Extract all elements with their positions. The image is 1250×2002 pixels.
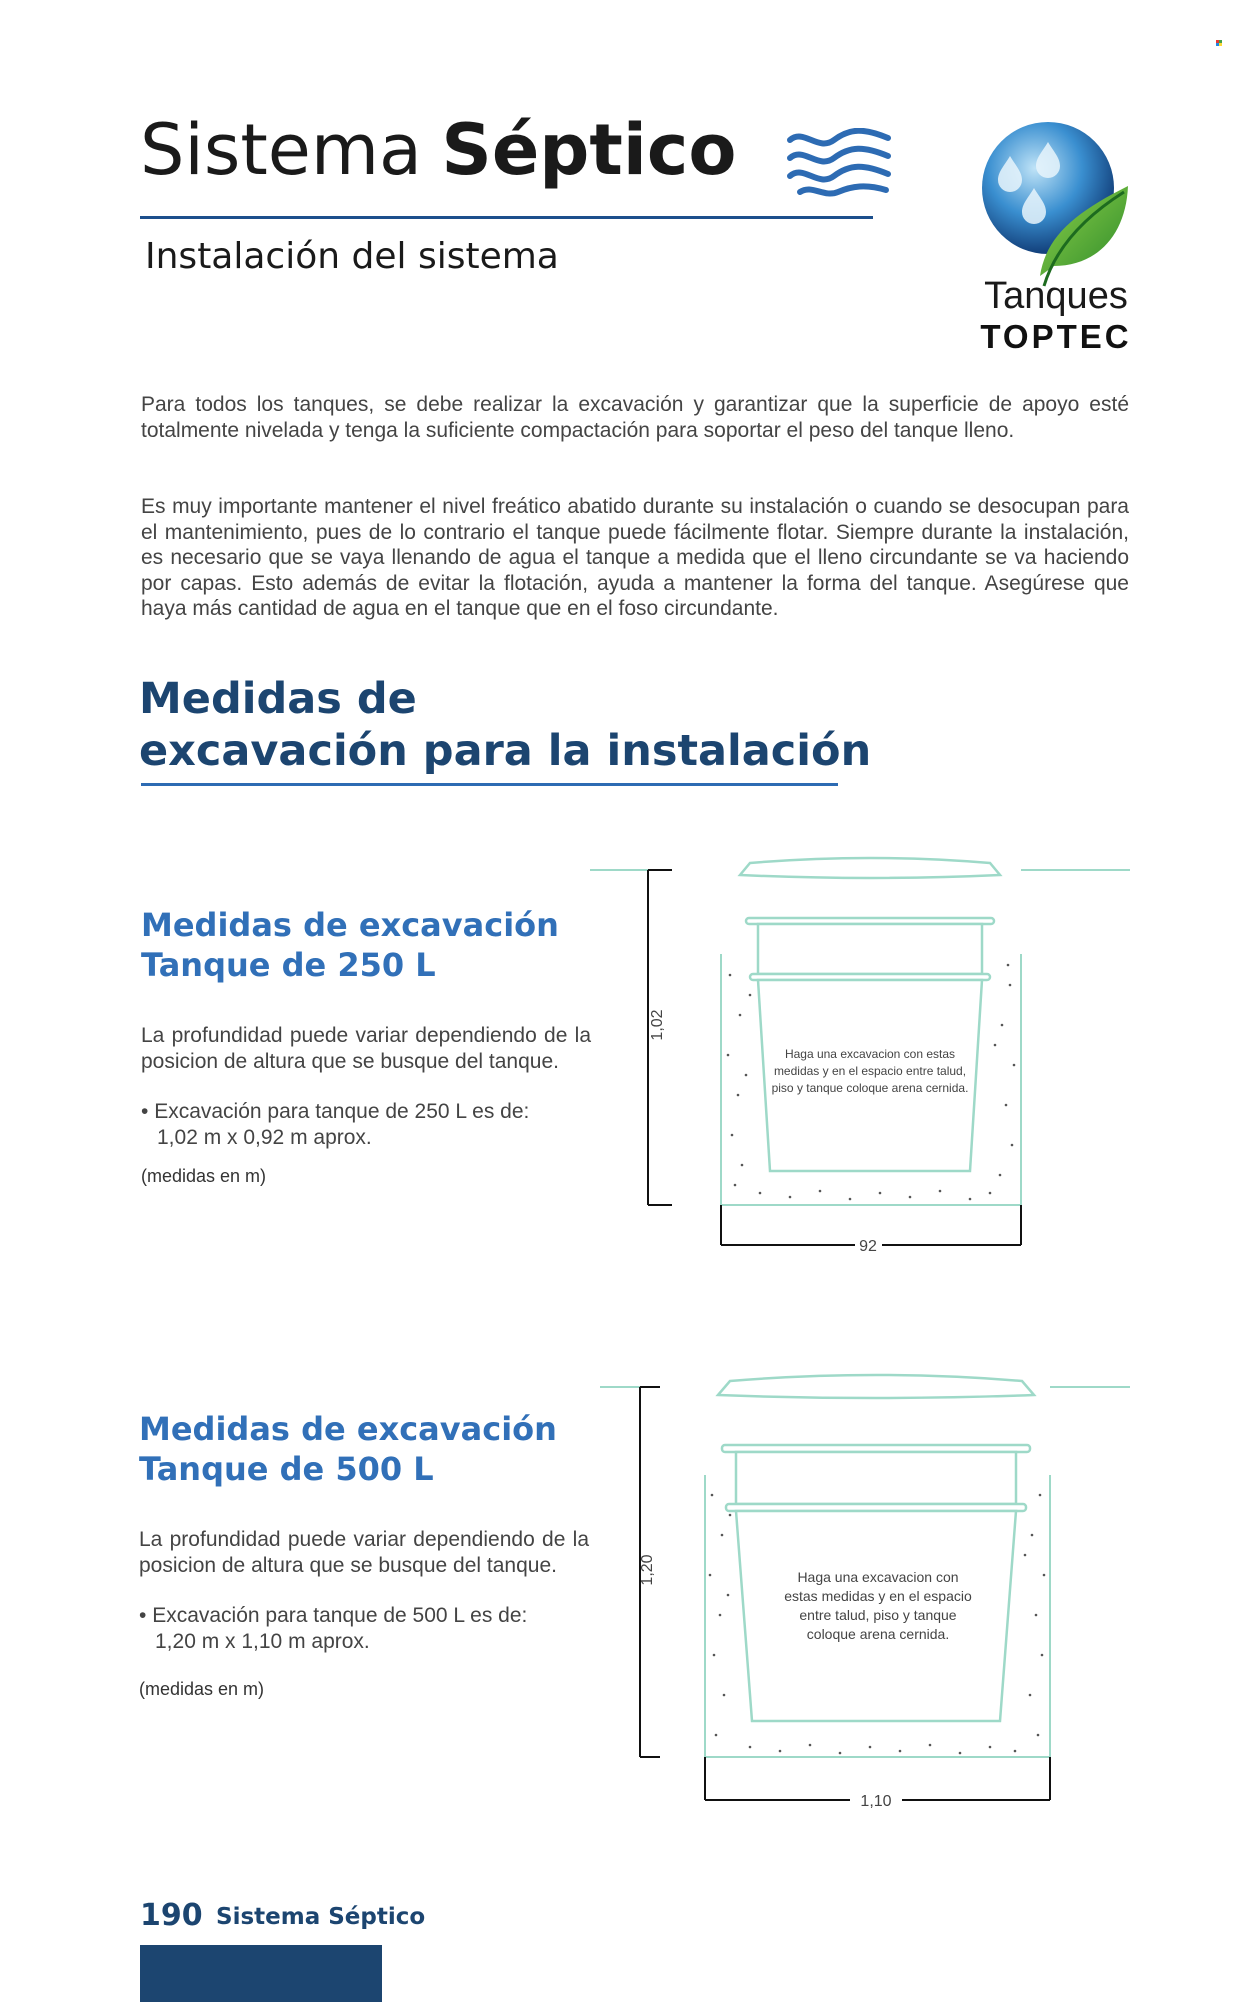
intro-paragraph-2: Es muy importante mantener el nivel freático abatido durante su instalación o cuando se desocupan para el mantenimiento, pues de lo contrario el tanque puede fácilmente flotar. Siempre durante la instalación, es necesario que se vaya llenando de agua el tanque a medida que el lleno circundante se va haciendo por capas. Esto además de evitar la flotación, ayuda a mantener la forma del tanque. Asegúrese que haya más cantidad de agua en el tanque que en el foso circundante.: [141, 495, 1129, 620]
intro-paragraph-1: Para todos los tanques, se debe realizar la excavación y garantizar que la superficie de apoyo esté totalmente nivelada y tenga la suficiente compactación para soportar el peso del tanque lleno.: [141, 393, 1129, 442]
section-heading: [139, 673, 871, 777]
section-heading-line-2: excavación para la instalación: [139, 726, 872, 776]
page-number: 190: [140, 1898, 203, 1933]
brand-logo: [976, 116, 1136, 356]
tank-250-heading-line-1: Medidas de excavación: [141, 906, 559, 944]
tank-500-bullet-line-1: • Excavación para tanque de 500 L es de:: [139, 1604, 528, 1627]
footer-bar: [140, 1945, 382, 2002]
tank-500-bullet-line-2: 1,20 m x 1,10 m aprox.: [155, 1629, 370, 1653]
tank-500-note-line-1: Haga una excavacion con: [797, 1569, 959, 1585]
tank-500-bullet-text-1: Excavación para tanque de 500 L es de:: [152, 1604, 528, 1627]
tank-250-depth-label: 1,02: [649, 1009, 666, 1041]
tank-500-note-line-4: coloque arena cernida.: [806, 1626, 950, 1642]
tank-500-diagram: [600, 1355, 1130, 1815]
section-heading-line-1: Medidas de: [139, 674, 417, 724]
tank-250-bullet: [141, 1099, 591, 1150]
tank-250-width-label: 92: [859, 1238, 877, 1255]
tank-500-width-label: 1,10: [860, 1793, 892, 1810]
tank-250-shape: [740, 858, 1000, 1171]
logo-text-tanques: Tanques: [984, 275, 1128, 317]
logo-text-toptec: TOPTEC: [980, 318, 1132, 355]
page-subtitle: Instalación del sistema: [145, 236, 559, 277]
page-title-light: Sistema: [140, 109, 422, 191]
tank-500-shape: [718, 1375, 1034, 1721]
tank-250-bullet-line-2: 1,02 m x 0,92 m aprox.: [157, 1125, 372, 1149]
tank-500-depth-label: 1,20: [639, 1554, 656, 1586]
tank-500-note-line-3: entre talud, piso y tanque: [799, 1607, 957, 1623]
tank-250-heading-line-2: Tanque de 250 L: [141, 946, 436, 984]
tank-250-diagram: [590, 845, 1130, 1265]
tank-250-note-line-1: Haga una excavacion con estas: [784, 1047, 956, 1061]
color-registration-icon: [1216, 40, 1222, 46]
tank-500-description: La profundidad puede variar dependiendo de la posicion de altura que se busque del tanque.: [139, 1528, 589, 1577]
tank-500-info: [139, 1409, 589, 1700]
tank-250-note-line-2: medidas y en el espacio entre talud,: [773, 1064, 967, 1078]
section-divider: [141, 783, 838, 786]
tank-250-heading: [141, 905, 591, 985]
header-divider: [140, 216, 873, 219]
tank-250-bullet-text-1: Excavación para tanque de 250 L es de:: [154, 1100, 530, 1123]
footer-section-title: Sistema Séptico: [216, 1904, 426, 1930]
tank-250-info: [141, 905, 591, 1187]
tank-500-note-line-2: estas medidas y en el espacio: [784, 1588, 972, 1604]
page-title-bold: Séptico: [441, 109, 737, 191]
tank-500-heading-line-2: Tanque de 500 L: [139, 1450, 434, 1488]
water-drops-leaf-globe-icon: [976, 116, 1136, 356]
page-title: [140, 109, 737, 191]
tank-250-description: La profundidad puede variar dependiendo de la posicion de altura que se busque del tanque.: [141, 1024, 591, 1073]
tank-500-heading-line-1: Medidas de excavación: [139, 1410, 557, 1448]
tank-250-bullet-line-1: • Excavación para tanque de 250 L es de:: [141, 1100, 530, 1123]
tank-500-units-note: (medidas en m): [139, 1679, 265, 1699]
tank-500-bullet: [139, 1603, 589, 1654]
tank-250-units-note: (medidas en m): [141, 1166, 267, 1186]
water-waves-icon: [786, 128, 892, 198]
tank-500-heading: [139, 1409, 589, 1489]
tank-250-note-line-3: piso y tanque coloque arena cernida.: [771, 1081, 969, 1095]
